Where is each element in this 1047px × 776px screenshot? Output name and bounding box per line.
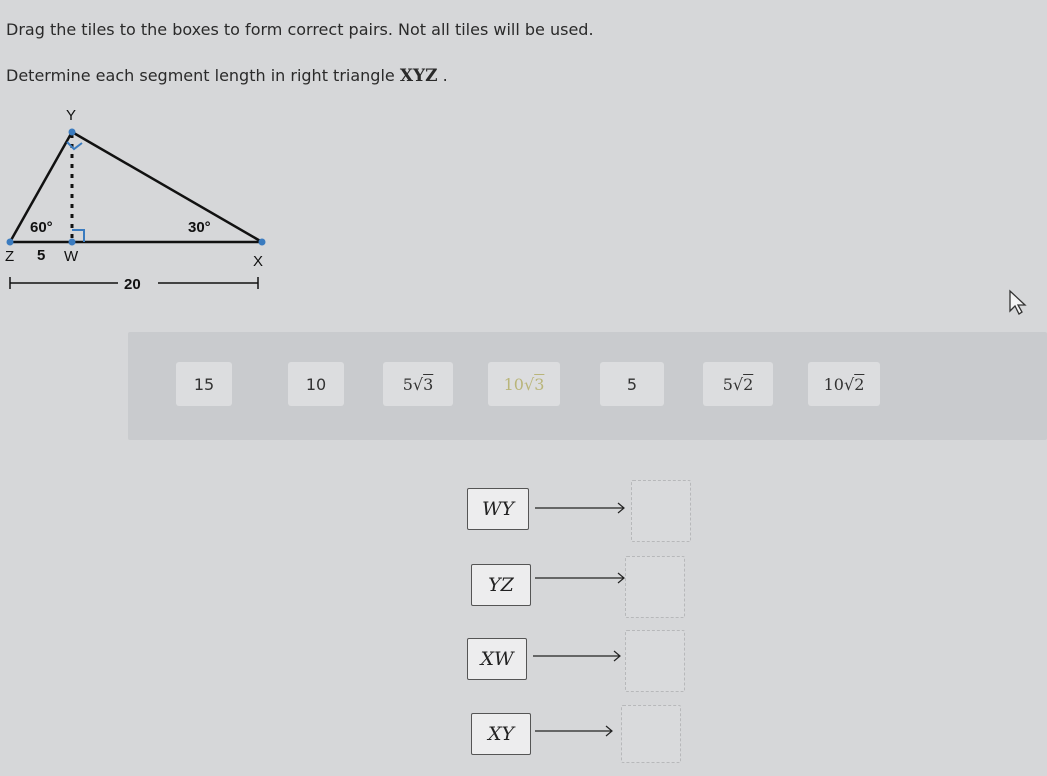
arrow-icon: [531, 480, 631, 540]
label-angle-z: 60°: [30, 219, 53, 236]
tile-5[interactable]: [600, 362, 664, 406]
vertex-y-point: [69, 129, 76, 136]
triangle-name: XYZ: [399, 66, 438, 86]
prompt-text: Determine each segment length in right triangle: [6, 66, 400, 85]
arrow-icon: [529, 630, 629, 690]
drop-box-xy[interactable]: [621, 705, 681, 763]
tile-15[interactable]: [176, 362, 232, 406]
tile-10-root-3[interactable]: [488, 362, 560, 406]
vertex-x-point: [259, 239, 266, 246]
label-length-zw: 5: [37, 247, 46, 264]
pair-row-xy: [467, 705, 697, 765]
mouse-cursor-icon: [1007, 289, 1029, 315]
tile-tray: [128, 332, 1047, 440]
tile-10-root-2[interactable]: [808, 362, 880, 406]
label-angle-x: 30°: [188, 219, 211, 236]
arrow-icon: [531, 556, 631, 616]
tile-15-value: 15: [193, 374, 215, 394]
pair-row-wy: [467, 480, 697, 540]
question-prompt: [6, 66, 448, 86]
vertex-z-point: [7, 239, 14, 246]
tile-10-root-2-value: 10√2: [823, 374, 865, 394]
tile-10-root-3-value: 10√3: [503, 374, 545, 394]
tile-5-value: 5: [626, 374, 638, 394]
tile-5-root-2-value: 5√2: [722, 374, 754, 394]
drop-box-yz[interactable]: [625, 556, 685, 618]
label-x: X: [253, 253, 264, 270]
drop-box-wy[interactable]: [631, 480, 691, 542]
side-yx: [72, 132, 262, 242]
segment-label-xw: XW: [467, 638, 527, 680]
label-length-zx: 20: [124, 276, 141, 293]
drop-box-xw[interactable]: [625, 630, 685, 692]
arrow-icon: [531, 705, 631, 765]
instruction-text: Drag the tiles to the boxes to form correct pairs. Not all tiles will be used.: [6, 20, 594, 39]
triangle-diagram: [0, 100, 275, 300]
label-w: W: [64, 248, 79, 265]
tile-5-root-3[interactable]: [383, 362, 453, 406]
segment-label-xy: XY: [471, 713, 531, 755]
pair-row-xw: [467, 630, 697, 690]
segment-label-wy: WY: [467, 488, 529, 530]
label-z: Z: [5, 248, 15, 265]
tile-10[interactable]: [288, 362, 344, 406]
right-angle-mark-y: [67, 142, 82, 149]
vertex-w-point: [69, 239, 76, 246]
tile-5-root-2[interactable]: [703, 362, 773, 406]
pair-row-yz: [467, 556, 697, 616]
tile-10-value: 10: [305, 374, 327, 394]
prompt-end: .: [437, 66, 448, 85]
segment-label-yz: YZ: [471, 564, 531, 606]
label-y: Y: [66, 107, 77, 124]
tile-5-root-3-value: 5√3: [402, 374, 434, 394]
